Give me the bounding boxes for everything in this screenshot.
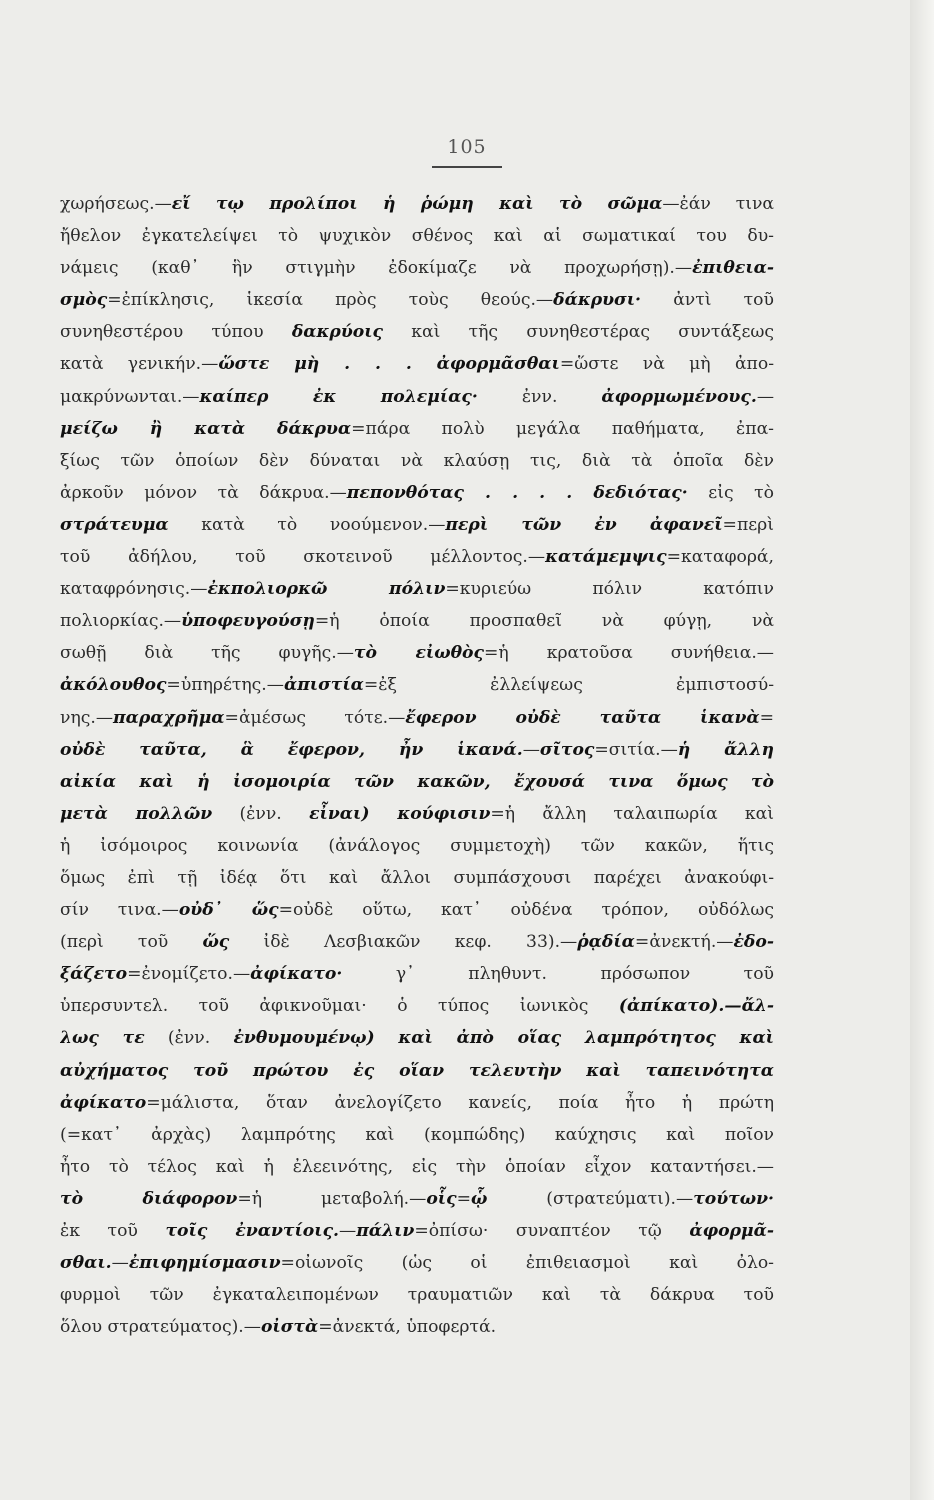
gloss-text: =ὥστε νὰ μὴ ἀπο- bbox=[559, 354, 774, 375]
gloss-text: κατὰ τὸ νοούμενον.— bbox=[168, 514, 446, 535]
text-line bbox=[60, 252, 774, 284]
gloss-text: =οὐδὲ οὕτω, κατ᾽ οὐδένα τρόπον, οὐδόλως bbox=[278, 900, 774, 921]
gloss-text: =ἐπίκλησις, ἱκεσία πρὸς τοὺς θεούς.— bbox=[107, 290, 554, 311]
lemma-text: ὥς bbox=[202, 932, 230, 953]
lemma-text: οἷς bbox=[426, 1188, 457, 1209]
lemma-text: ἀφορμωμένους. bbox=[601, 386, 757, 407]
text-line bbox=[60, 766, 774, 798]
gloss-text: — bbox=[522, 739, 540, 760]
gloss-text: =ἡ ὁποία προσπαθεῖ νὰ φύγῃ, νὰ bbox=[314, 611, 774, 632]
gloss-text: =ἡ ἄλλη ταλαιπωρία καὶ bbox=[490, 803, 774, 824]
gloss-text: =ἀμέσως τότε.— bbox=[224, 707, 406, 728]
gloss-text: ἡ ἰσόμοιρος κοινωνία (ἀνάλογος συμμετοχὴ) τῶν κακῶν, ἥτις bbox=[60, 835, 774, 856]
gloss-text: =σιτία.— bbox=[594, 739, 678, 760]
text-line bbox=[60, 1279, 774, 1311]
gloss-text: —ἐάν τινα bbox=[662, 194, 774, 214]
gloss-text: =ἀνεκτή.— bbox=[634, 932, 734, 953]
gloss-text: = bbox=[456, 1188, 471, 1209]
gloss-text: ἰδὲ Λεσβιακῶν κεφ. 33).— bbox=[229, 932, 578, 953]
gloss-text: φυρμοὶ τῶν ἐγκαταλειπομένων τραυματιῶν καὶ τὰ δάκρυα τοῦ bbox=[60, 1285, 774, 1306]
lemma-text: ῥᾳδία bbox=[577, 932, 635, 953]
gloss-text: καὶ τῆς συνηθεστέρας συντάξεως bbox=[383, 322, 774, 343]
lemma-text: κατάμεμψις bbox=[545, 547, 667, 568]
lemma-text: ἀκόλουθος bbox=[60, 675, 167, 696]
gloss-text: κατὰ γενικήν.— bbox=[60, 354, 219, 375]
lemma-text: ἔφερον οὐδὲ ταῦτα ἱκανὰ bbox=[405, 707, 760, 728]
text-line bbox=[60, 1087, 774, 1119]
text-line bbox=[60, 1215, 774, 1247]
text-line bbox=[60, 926, 774, 958]
text-line bbox=[60, 573, 774, 605]
gloss-text: συνηθεστέρου τύπου bbox=[60, 322, 292, 343]
gloss-text: ἐκ τοῦ bbox=[60, 1221, 166, 1241]
lemma-text: ὥστε μὴ . . . ἀφορμᾶσθαι bbox=[218, 354, 560, 375]
lemma-text: ἐκπολιορκῶ πόλιν bbox=[207, 579, 446, 600]
lemma-text: τούτων· bbox=[693, 1188, 774, 1209]
lemma-text: περὶ τῶν ἐν ἀφανεῖ bbox=[445, 514, 723, 535]
gloss-text: (ἐνν. bbox=[212, 803, 310, 824]
lemma-text: μετὰ πολλῶν bbox=[60, 803, 213, 824]
lemma-text: μείζω ἢ κατὰ δάκρυα bbox=[60, 418, 352, 439]
lemma-text: τὸ εἰωθὸς bbox=[353, 643, 484, 664]
text-line bbox=[60, 445, 774, 477]
lemma-text: ἄλ- bbox=[741, 996, 774, 1017]
lemma-text: πάλιν bbox=[356, 1221, 415, 1241]
gloss-text: νης.— bbox=[60, 707, 114, 728]
page-number-rule bbox=[432, 166, 502, 168]
lemma-text: εἴ τῳ προλίποι ἡ ῥώμη καὶ τὸ σῶμα bbox=[171, 194, 663, 214]
lemma-text: ἐνθυμουμένῳ) καὶ ἀπὸ οἵας λαμπρότητος καὶ bbox=[233, 1028, 774, 1049]
text-line bbox=[60, 669, 774, 701]
lemma-text: δακρύοις bbox=[291, 322, 383, 343]
gloss-text: ξίως τῶν ὁποίων δὲν δύναται νὰ κλαύσῃ τις, διὰ τὰ ὁποῖα δὲν bbox=[60, 450, 774, 471]
lemma-text: δάκρυσι· bbox=[553, 290, 642, 311]
lemma-text: ἀπιστία bbox=[283, 675, 364, 696]
lemma-text: ἐδο- bbox=[733, 932, 774, 953]
gloss-text: ἦτο τὸ τέλος καὶ ἡ ἐλεεινότης, εἰς τὴν ὁποίαν εἶχον καταντήσει.— bbox=[60, 1156, 774, 1177]
gloss-text: =ἐνομίζετο.— bbox=[127, 964, 251, 985]
text-line bbox=[60, 348, 774, 380]
lemma-text: ἀφίκατο bbox=[60, 1092, 147, 1113]
gloss-text: =μάλιστα, ὅταν ἀνελογίζετο κανείς, ποία ἦτο ἡ πρώτη bbox=[146, 1092, 774, 1113]
gloss-text: =καταφορά, bbox=[666, 547, 774, 568]
text-line bbox=[60, 830, 774, 862]
lemma-text: (ἀπίκατο).— bbox=[618, 996, 742, 1017]
gloss-text: εἰς τὸ bbox=[687, 482, 774, 503]
gloss-text: =ὀπίσω· συναπτέον τῷ bbox=[414, 1221, 690, 1241]
gloss-text: =ἐξ ἐλλείψεως ἐμπιστοσύ- bbox=[363, 675, 774, 696]
text-line bbox=[60, 284, 774, 316]
gloss-text: =ἀνεκτά, ὑποφερτά. bbox=[318, 1317, 497, 1338]
lemma-text: ὑποφευγούσῃ bbox=[181, 611, 315, 632]
gloss-text: =πάρα πολὺ μεγάλα παθήματα, ἐπα- bbox=[351, 418, 774, 439]
lemma-text: οἰστὰ bbox=[260, 1317, 319, 1338]
text-line bbox=[60, 958, 774, 990]
gloss-text: σωθῇ διὰ τῆς φυγῆς.— bbox=[60, 643, 354, 664]
gloss-text: =ἡ κρατοῦσα συνήθεια.— bbox=[483, 643, 774, 664]
gloss-text: (ἐνν. bbox=[144, 1028, 234, 1049]
gloss-text: τοῦ ἀδήλου, τοῦ σκοτεινοῦ μέλλοντος.— bbox=[60, 547, 546, 568]
text-line bbox=[60, 1022, 774, 1054]
gloss-text: — bbox=[339, 1221, 357, 1241]
text-line bbox=[60, 798, 774, 830]
gloss-text: ὅμως ἐπὶ τῇ ἰδέᾳ ὅτι καὶ ἄλλοι συμπάσχουσι παρέχει ἀνακούφι- bbox=[60, 867, 774, 888]
lemma-text: στράτευμα bbox=[60, 514, 169, 535]
lemma-text: τοῖς ἐναντίοις. bbox=[165, 1221, 340, 1241]
lemma-text: σμὸς bbox=[60, 290, 108, 311]
lemma-text: σθαι. bbox=[60, 1253, 112, 1274]
lemma-text: πεπονθότας . . . . δεδιότας· bbox=[346, 482, 688, 503]
text-line bbox=[60, 894, 774, 926]
page-edge bbox=[910, 0, 934, 1500]
text-line bbox=[60, 509, 774, 541]
text-line bbox=[60, 220, 774, 252]
gloss-text: ἀρκοῦν μόνον τὰ δάκρυα.— bbox=[60, 482, 347, 503]
lemma-text: ᾧ bbox=[470, 1188, 488, 1209]
gloss-text: (περὶ τοῦ bbox=[60, 932, 203, 953]
lemma-text: αἰκία καὶ ἡ ἰσομοιρία τῶν κακῶν, ἔχουσά τινα ὅμως τὸ bbox=[60, 771, 774, 792]
text-line bbox=[60, 1119, 774, 1151]
gloss-text: — bbox=[111, 1253, 129, 1274]
gloss-text: καταφρόνησις.— bbox=[60, 579, 208, 600]
lemma-text: τὸ διάφορον bbox=[60, 1188, 238, 1209]
text-line bbox=[60, 1055, 774, 1087]
gloss-text: ἤθελον ἐγκατελείψει τὸ ψυχικὸν σθένος καὶ αἱ σωματικαί του δυ- bbox=[60, 226, 774, 247]
page-number: 105 bbox=[447, 136, 487, 158]
text-line bbox=[60, 477, 774, 509]
gloss-text: πολιορκίας.— bbox=[60, 611, 182, 632]
gloss-text: =οἰωνοῖς (ὡς οἱ ἐπιθειασμοὶ καὶ ὀλο- bbox=[280, 1253, 774, 1274]
text-line bbox=[60, 637, 774, 669]
text-line bbox=[60, 413, 774, 445]
gloss-text: ἐνν. bbox=[477, 386, 602, 407]
lemma-text: οὐδὲ ταῦτα, ἃ ἔφερον, ἦν ἱκανά. bbox=[60, 739, 523, 760]
gloss-text: νάμεις (καθ᾽ ἣν στιγμὴν ἐδοκίμαζε νὰ προχωρήσῃ).— bbox=[60, 258, 693, 279]
text-line bbox=[60, 702, 774, 734]
gloss-text: =περὶ bbox=[722, 514, 774, 535]
text-line bbox=[60, 734, 774, 766]
text-line bbox=[60, 990, 774, 1022]
gloss-text: = bbox=[759, 707, 774, 728]
text-line bbox=[60, 381, 774, 413]
lemma-text: ἀφορμᾶ- bbox=[689, 1221, 774, 1241]
commentary-text bbox=[60, 188, 774, 1343]
gloss-text: ἀντὶ τοῦ bbox=[641, 290, 774, 311]
gloss-text: =κυριεύω πόλιν κατόπιν bbox=[445, 579, 774, 600]
text-line bbox=[60, 541, 774, 573]
gloss-text: μακρύνωνται.— bbox=[60, 386, 200, 407]
text-line bbox=[60, 1151, 774, 1183]
lemma-text: ξάζετο bbox=[60, 964, 128, 985]
gloss-text: χωρήσεως.— bbox=[60, 194, 172, 214]
text-line bbox=[60, 188, 774, 220]
text-line bbox=[60, 1183, 774, 1215]
text-line bbox=[60, 605, 774, 637]
gloss-text: =ἡ μεταβολή.— bbox=[237, 1188, 427, 1209]
lemma-text: ἡ ἄλλη bbox=[677, 739, 774, 760]
gloss-text: =ὑπηρέτης.— bbox=[166, 675, 284, 696]
lemma-text: παραχρῆμα bbox=[113, 707, 225, 728]
lemma-text: καίπερ ἐκ πολεμίας· bbox=[199, 386, 478, 407]
lemma-text: ἐπιθεια- bbox=[692, 258, 774, 279]
gloss-text: (=κατ᾽ ἀρχὰς) λαμπρότης καὶ (κομπώδης) καύχησις καὶ ποῖον bbox=[60, 1124, 774, 1145]
text-line bbox=[60, 862, 774, 894]
lemma-text: σῖτος bbox=[539, 739, 595, 760]
text-line bbox=[60, 1311, 774, 1343]
lemma-text: λως τε bbox=[60, 1028, 145, 1049]
gloss-text: (στρατεύματι).— bbox=[487, 1188, 694, 1209]
gloss-text: ὅλου στρατεύματος).— bbox=[60, 1317, 261, 1338]
text-line bbox=[60, 316, 774, 348]
lemma-text: ἐπιφημίσμασιν bbox=[128, 1253, 281, 1274]
gloss-text: ὑπερσυντελ. τοῦ ἀφικνοῦμαι· ὁ τύπος ἰωνικὸς bbox=[60, 996, 619, 1017]
text-line bbox=[60, 1247, 774, 1279]
lemma-text: αὐχήματος τοῦ πρώτου ἐς οἵαν τελευτὴν καὶ ταπεινότητα bbox=[60, 1060, 774, 1081]
lemma-text: οὐδ᾽ ὥς bbox=[178, 900, 279, 921]
gloss-text: σίν τινα.— bbox=[60, 900, 179, 921]
gloss-text: — bbox=[756, 386, 774, 407]
gloss-text: γ᾽ πληθυντ. πρόσωπον τοῦ bbox=[342, 964, 774, 985]
lemma-text: εἶναι) κούφισιν bbox=[309, 803, 491, 824]
lemma-text: ἀφίκατο· bbox=[250, 964, 343, 985]
